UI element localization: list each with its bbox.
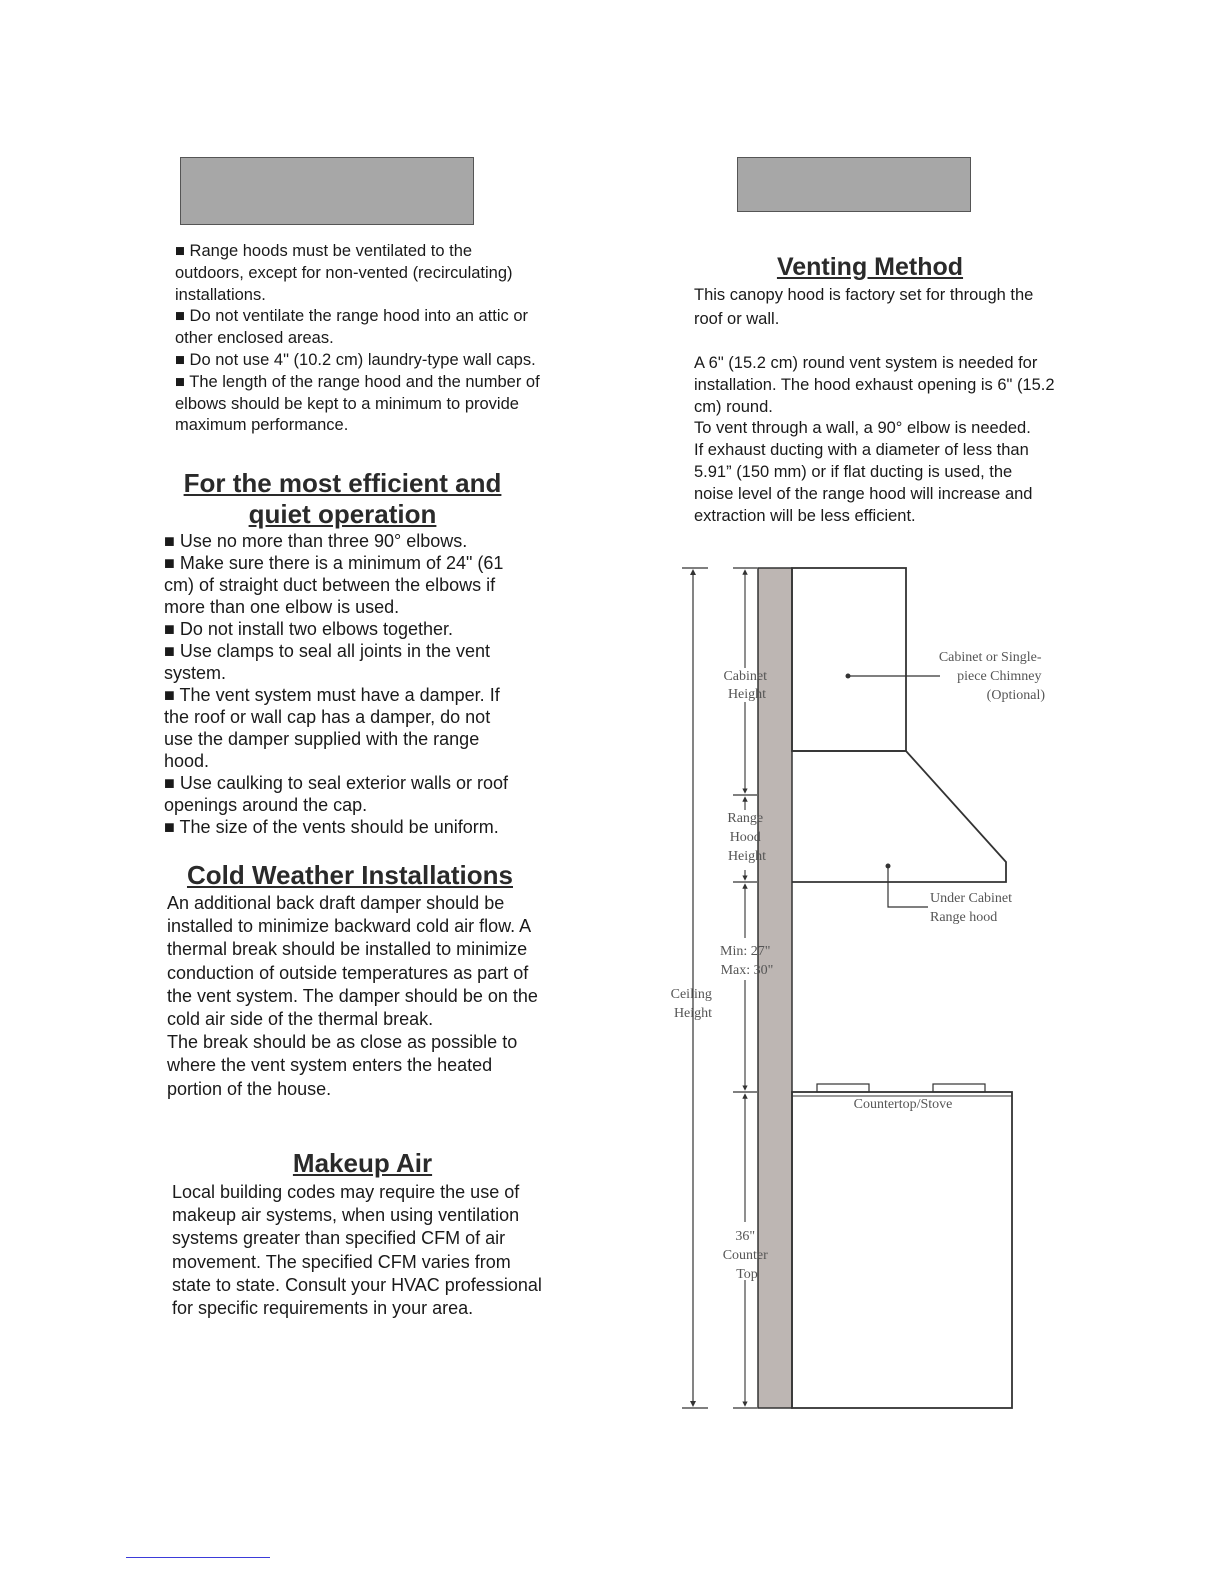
venting-paragraph: This canopy hood is factory set for through the roof or wall.	[694, 286, 1034, 328]
countertop-stove-label: Countertop/Stove	[853, 1097, 953, 1112]
venting-method-text	[694, 283, 1056, 527]
countertop-stove-outline	[792, 1092, 1012, 1408]
cold-weather-text	[167, 892, 542, 1101]
makeup-air-text	[172, 1181, 554, 1320]
range-hood-height-label: Range Hood Height	[727, 811, 767, 864]
venting-paragraph: To vent through a wall, a 90° elbow is needed.	[694, 419, 1031, 438]
burner	[933, 1084, 985, 1092]
ventilation-bullets	[175, 241, 545, 437]
bullet-item: ■ The length of the range hood and the number of elbows should be kept to a minimum to provide maximum performance.	[175, 372, 540, 435]
list-item: ■ Use caulking to seal exterior walls or roof openings around the cap.	[164, 773, 509, 815]
ceiling-height-label: Ceiling Height	[670, 987, 713, 1021]
counter-top-label: 36" Counter Top	[722, 1229, 768, 1282]
makeup-air-heading: Makeup Air	[292, 1148, 433, 1178]
min-max-label: Min: 27" Max: 30"	[720, 944, 774, 978]
cabinet-outline	[792, 568, 906, 751]
venting-method-heading: Venting Method	[776, 253, 964, 281]
bullet-item: ■ Range hoods must be ventilated to the outdoors, except for non-vented (recirculating) installations.	[175, 242, 513, 304]
efficient-list	[164, 530, 524, 838]
list-item: ■ The vent system must have a damper. If the roof or wall cap has a damper, do not use the damper supplied with the range hood.	[164, 685, 500, 771]
left-header-box	[180, 157, 474, 225]
right-header-box	[737, 157, 971, 212]
venting-paragraph: A 6" (15.2 cm) round vent system is needed for installation. The hood exhaust opening is 6" (15.2 cm) round.	[694, 354, 1055, 416]
list-item: ■ Use clamps to seal all joints in the vent system.	[164, 641, 491, 683]
efficient-heading: For the most efficient and quiet operation	[183, 468, 502, 529]
installation-diagram	[655, 560, 1065, 1430]
bullet-item: ■ Do not use 4" (10.2 cm) laundry-type wall caps.	[175, 350, 536, 369]
list-item: ■ Make sure there is a minimum of 24" (61 cm) of straight duct between the elbows if more than one elbow is used.	[164, 553, 504, 617]
footer-link-underline	[126, 1557, 270, 1558]
list-item: ■ Use no more than three 90° elbows.	[164, 531, 468, 551]
cabinet-height-label: Cabinet Height	[723, 669, 768, 702]
makeup-air-paragraph: Local building codes may require the use of makeup air systems, when using ventilation systems greater than specified CFM of air movement. The specified CFM varies from state to state. Consult your HVAC professional for specific requirements in your area.	[172, 1182, 542, 1319]
list-item: ■ The size of the vents should be uniform.	[164, 817, 499, 837]
cold-weather-paragraph: An additional back draft damper should be installed to minimize backward cold air flow. A thermal break should be installed to minimize conduction of outside temperatures as part of the vent system. The damper should be on the cold air side of the thermal break.	[167, 893, 538, 1030]
burner	[817, 1084, 869, 1092]
range-hood-outline	[792, 751, 1006, 882]
under-cabinet-callout-label: Under Cabinet Range hood	[930, 891, 1013, 925]
venting-paragraph: If exhaust ducting with a diameter of less than 5.91” (150 mm) or if flat ducting is used, the noise level of the range hood will increase and extraction will be less efficient.	[694, 441, 1033, 525]
cold-weather-paragraph: The break should be as close as possible to where the vent system enters the heated portion of the house.	[167, 1032, 518, 1099]
cabinet-callout-label: Cabinet or Single- piece Chimney (Optional)	[938, 650, 1045, 703]
list-item: ■ Do not install two elbows together.	[164, 619, 454, 639]
under-cabinet-callout-line	[888, 866, 928, 907]
bullet-item: ■ Do not ventilate the range hood into an attic or other enclosed areas.	[175, 307, 529, 348]
cold-weather-heading: Cold Weather Installations	[186, 860, 513, 890]
